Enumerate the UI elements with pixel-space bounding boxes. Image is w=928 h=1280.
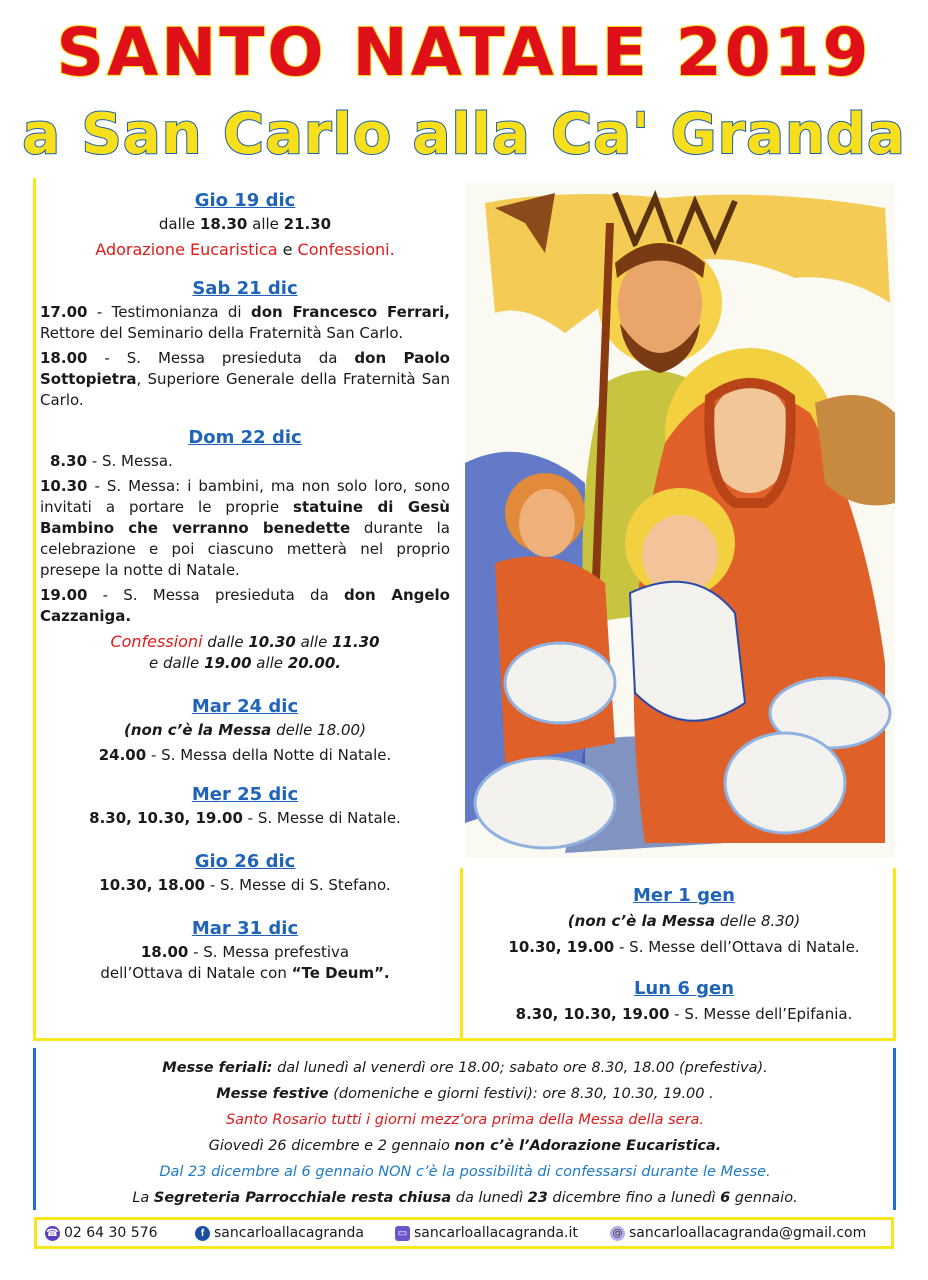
day-heading: Dom 22 dic — [188, 427, 302, 448]
event: Adorazione Eucaristica e Confessioni. — [95, 240, 395, 259]
nativity-painting — [465, 183, 895, 858]
note-line: Santo Rosario tutti i giorni mezz’ora prima della Messa della sera. — [225, 1112, 705, 1128]
phone-contact[interactable] — [45, 1225, 195, 1241]
monitor-icon: ▭ — [395, 1226, 410, 1241]
phone-number: 02 64 30 576 — [64, 1225, 158, 1241]
event: 10.30, 18.00 - S. Messe di S. Stefano. — [99, 876, 391, 894]
day-heading: Lun 6 gen — [633, 978, 735, 999]
note-line: La Segreteria Parrocchiale resta chiusa da lunedì 23 dicembre fino a lunedì 6 gennaio. — [132, 1190, 798, 1206]
day-heading: Mar 24 dic — [191, 696, 299, 717]
day-heading: Mar 31 dic — [191, 918, 299, 939]
email-link[interactable] — [610, 1225, 866, 1241]
day-heading: Sab 21 dic — [192, 278, 298, 299]
event: 8.30, 10.30, 19.00 - S. Messe dell’Epifania. — [515, 1005, 853, 1023]
event: 18.00 - S. Messa presieduta da don Paolo Sottopietra, Superiore Generale della Fraternità San Carlo. — [40, 349, 450, 409]
note-line: Giovedì 26 dicembre e 2 gennaio non c’è l’Adorazione Eucaristica. — [208, 1138, 722, 1154]
general-notes — [40, 1055, 890, 1211]
facebook-icon: f — [195, 1226, 210, 1241]
schedule-left — [40, 190, 450, 984]
day-heading: Gio 19 dic — [194, 190, 296, 211]
event: 18.00 - S. Messa prefestiva — [140, 943, 350, 961]
contact-footer — [34, 1217, 894, 1249]
note-line: Messe feriali: dal lunedì al venerdì ore 18.00; sabato ore 8.30, 18.00 (prefestiva). — [162, 1060, 768, 1076]
facebook-handle: sancarloallacagranda — [214, 1225, 365, 1241]
nativity-illustration — [465, 183, 895, 858]
note-line: Messe festive (domeniche e giorni festivi): ore 8.30, 10.30, 19.00 . — [216, 1086, 714, 1102]
confessions-info: e dalle 19.00 alle 20.00. — [149, 654, 341, 672]
website-link[interactable] — [395, 1225, 610, 1241]
facebook-link[interactable] — [195, 1225, 395, 1241]
day-heading: Mer 25 dic — [191, 784, 299, 805]
event: dell’Ottava di Natale con “Te Deum”. — [100, 964, 390, 982]
frame-line — [33, 1038, 896, 1041]
email-address: sancarloallacagranda@gmail.com — [629, 1225, 867, 1241]
notes-frame-left — [33, 1048, 36, 1210]
event: 24.00 - S. Messa della Notte di Natale. — [98, 746, 392, 764]
event: 10.30 - S. Messa: i bambini, ma non solo loro, sono invitati a portare le proprie statuine di Gesù Bambino che verranno benedette durante la celebrazione e poi ciascuno metterà nel proprio presepe la notte di Natale. — [40, 477, 450, 579]
event: dalle 18.30 alle 21.30 — [158, 215, 332, 233]
event-note: (non c’è la Messa delle 8.30) — [567, 912, 801, 930]
schedule-right — [470, 885, 898, 1025]
frame-line — [460, 868, 463, 1040]
website-url: sancarloallacagranda.it — [414, 1225, 578, 1241]
event-note: (non c’è la Messa delle 18.00) — [124, 721, 366, 739]
note-line: Dal 23 dicembre al 6 gennaio NON c’è la possibilità di confessarsi durante le Messe. — [159, 1164, 771, 1180]
event: 8.30 - S. Messa. — [50, 452, 173, 470]
event: 8.30, 10.30, 19.00 - S. Messe di Natale. — [89, 809, 401, 827]
notes-frame-right — [893, 1048, 896, 1210]
main-title: SANTO NATALE 2019 — [56, 14, 872, 91]
confessions-info: Confessioni dalle 10.30 alle 11.30 — [110, 632, 380, 651]
frame-line — [33, 178, 36, 1040]
phone-icon: ☎ — [46, 1227, 59, 1239]
event: 17.00 - Testimonianza di don Francesco Ferrari, Rettore del Seminario della Fraternità San Carlo. — [40, 303, 450, 342]
day-heading: Gio 26 dic — [194, 851, 296, 872]
event: 19.00 - S. Messa presieduta da don Angelo Cazzaniga. — [40, 586, 450, 625]
at-sign-icon: @ — [610, 1226, 625, 1241]
day-heading: Mer 1 gen — [633, 885, 735, 906]
event: 10.30, 19.00 - S. Messe dell’Ottava di Natale. — [508, 938, 860, 956]
subtitle: a San Carlo alla Ca' Granda — [22, 102, 906, 167]
